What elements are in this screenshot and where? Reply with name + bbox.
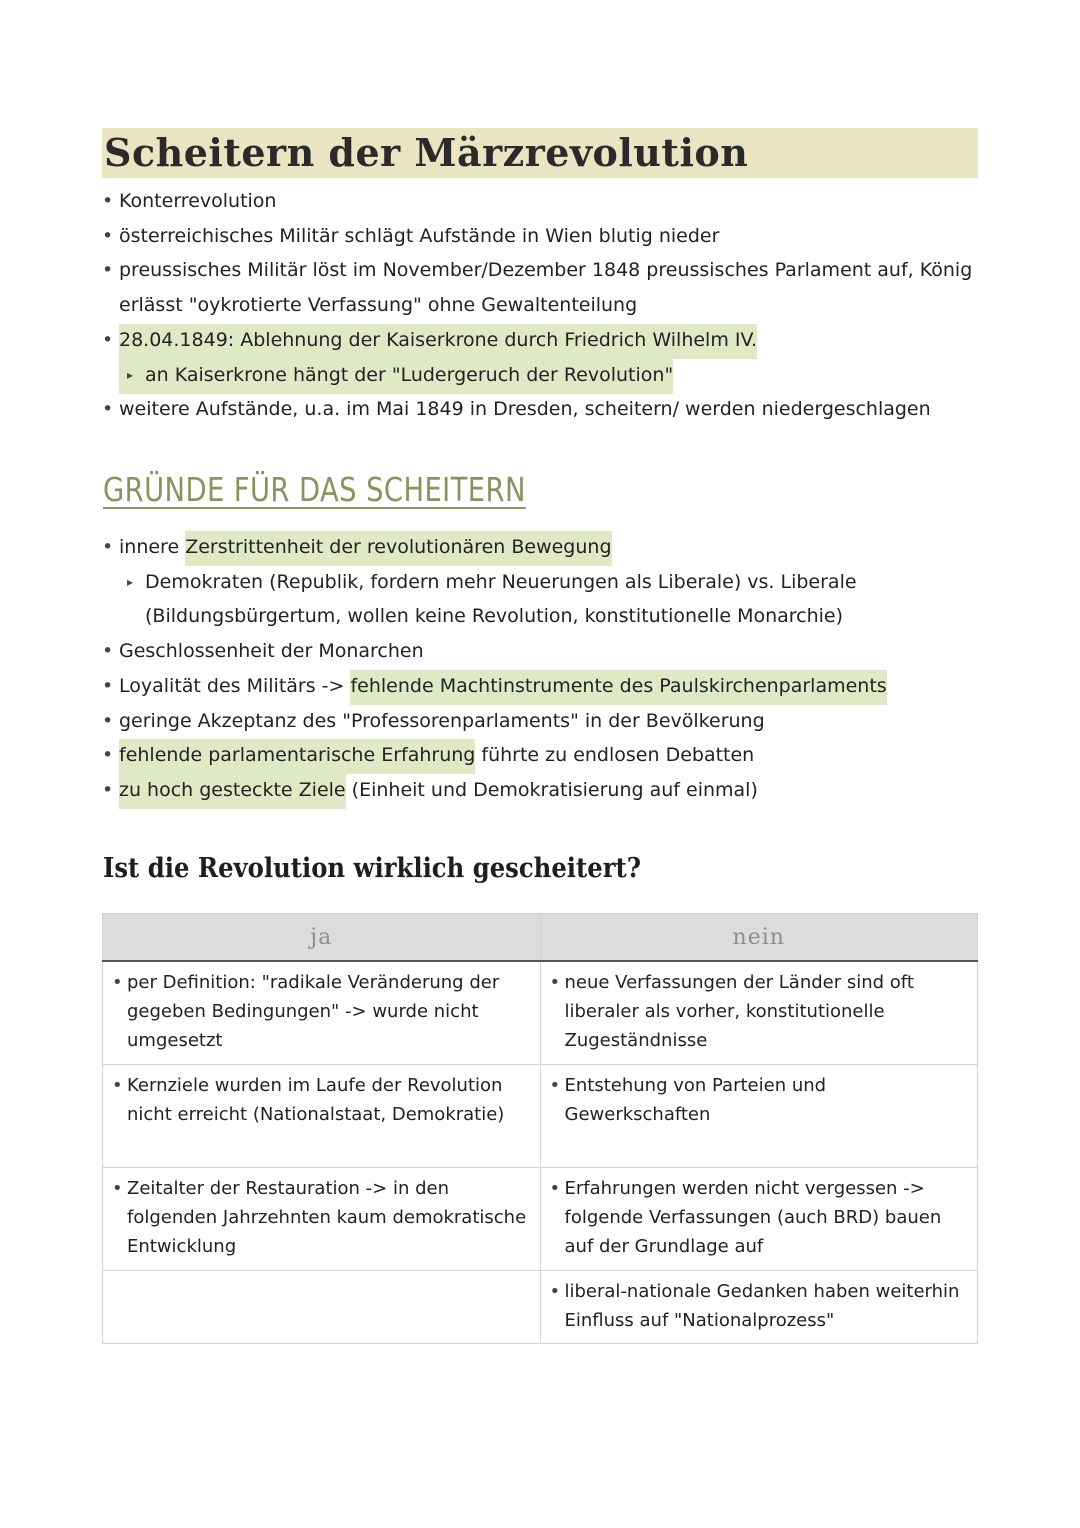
page-title: Scheitern der Märzrevolution — [104, 130, 749, 175]
column-header-nein: nein — [540, 914, 978, 962]
sub-list-item — [100, 358, 972, 393]
table-row — [103, 961, 978, 1065]
list-item — [100, 323, 972, 358]
list-item: • fehlende parlamentarische Erfahrung führte zu endlosen Debatten — [100, 738, 887, 773]
table-cell-ja: • per Definition: "radikale Veränderung der gegeben Bedingungen" -> wurde nicht umgesetzt — [103, 961, 541, 1065]
list-item-continuation: erlässt "oykrotierte Verfassung" ohne Gewaltenteilung — [119, 294, 638, 317]
list-item: • Loyalität des Militärs -> fehlende Machtinstrumente des Paulskirchenparlaments — [100, 669, 887, 704]
list-item: • Geschlossenheit der Monarchen — [100, 634, 887, 669]
table-cell-nein: • liberal-nationale Gedanken haben weiterhin Einfluss auf "Nationalprozess" — [540, 1271, 978, 1344]
highlighted-text: fehlende Machtinstrumente des Paulskirchenparlaments — [350, 670, 886, 705]
highlighted-text: an Kaiserkrone hängt der "Ludergeruch der Revolution" — [119, 359, 673, 394]
list-item: • weitere Aufstände, u.a. im Mai 1849 in Dresden, scheitern/ werden niedergeschlagen — [100, 392, 972, 427]
column-header-ja: ja — [103, 914, 541, 962]
list-item: • Konterrevolution — [100, 184, 972, 219]
table-cell-nein: • Erfahrungen werden nicht vergessen -> folgende Verfassungen (auch BRD) bauen auf der Grundlage auf — [540, 1168, 978, 1271]
table-row — [103, 1271, 978, 1344]
table-cell-nein: • Entstehung von Parteien und Gewerkschaften — [540, 1065, 978, 1168]
list-item: • zu hoch gesteckte Ziele (Einheit und Demokratisierung auf einmal) — [100, 773, 887, 808]
list-item: • innere Zerstrittenheit der revolutionären Bewegung — [100, 530, 887, 565]
highlighted-text: 28.04.1849: Ablehnung der Kaiserkrone durch Friedrich Wilhelm IV. — [119, 324, 757, 359]
table-row — [103, 1065, 978, 1168]
table-cell-nein: • neue Verfassungen der Länder sind oft liberaler als vorher, konstitutionelle Zugeständnisse — [540, 961, 978, 1065]
intro-list — [100, 184, 972, 427]
section-heading-reasons: GRÜNDE FÜR DAS SCHEITERN — [103, 470, 526, 509]
reasons-list — [100, 530, 887, 808]
highlighted-text: zu hoch gesteckte Ziele — [119, 774, 346, 809]
list-item-continuation: (Bildungsbürgertum, wollen keine Revolution, konstitutionelle Monarchie) — [145, 605, 844, 628]
sub-list-item: ▸ Demokraten (Republik, fordern mehr Neuerungen als Liberale) vs. Liberale — [100, 565, 887, 600]
table-cell-ja: • Zeitalter der Restauration -> in den folgenden Jahrzehnten kaum demokratische Entwicklung — [103, 1168, 541, 1271]
table-header-row — [103, 914, 978, 962]
comparison-table — [102, 913, 978, 1344]
table-row — [103, 1168, 978, 1271]
table-cell-ja: • Kernziele wurden im Laufe der Revolution nicht erreicht (Nationalstaat, Demokratie) — [103, 1065, 541, 1168]
highlighted-text: Zerstrittenheit der revolutionären Bewegung — [185, 531, 611, 566]
highlighted-text: fehlende parlamentarische Erfahrung — [119, 739, 475, 774]
list-item: • österreichisches Militär schlägt Aufstände in Wien blutig nieder — [100, 219, 972, 254]
list-item: • preussisches Militär löst im November/Dezember 1848 preussisches Parlament auf, König — [100, 253, 972, 288]
table-cell-ja-empty — [103, 1271, 541, 1344]
list-item: • geringe Akzeptanz des "Professorenparlaments" in der Bevölkerung — [100, 704, 887, 739]
section-heading-question: Ist die Revolution wirklich gescheitert? — [103, 853, 641, 884]
